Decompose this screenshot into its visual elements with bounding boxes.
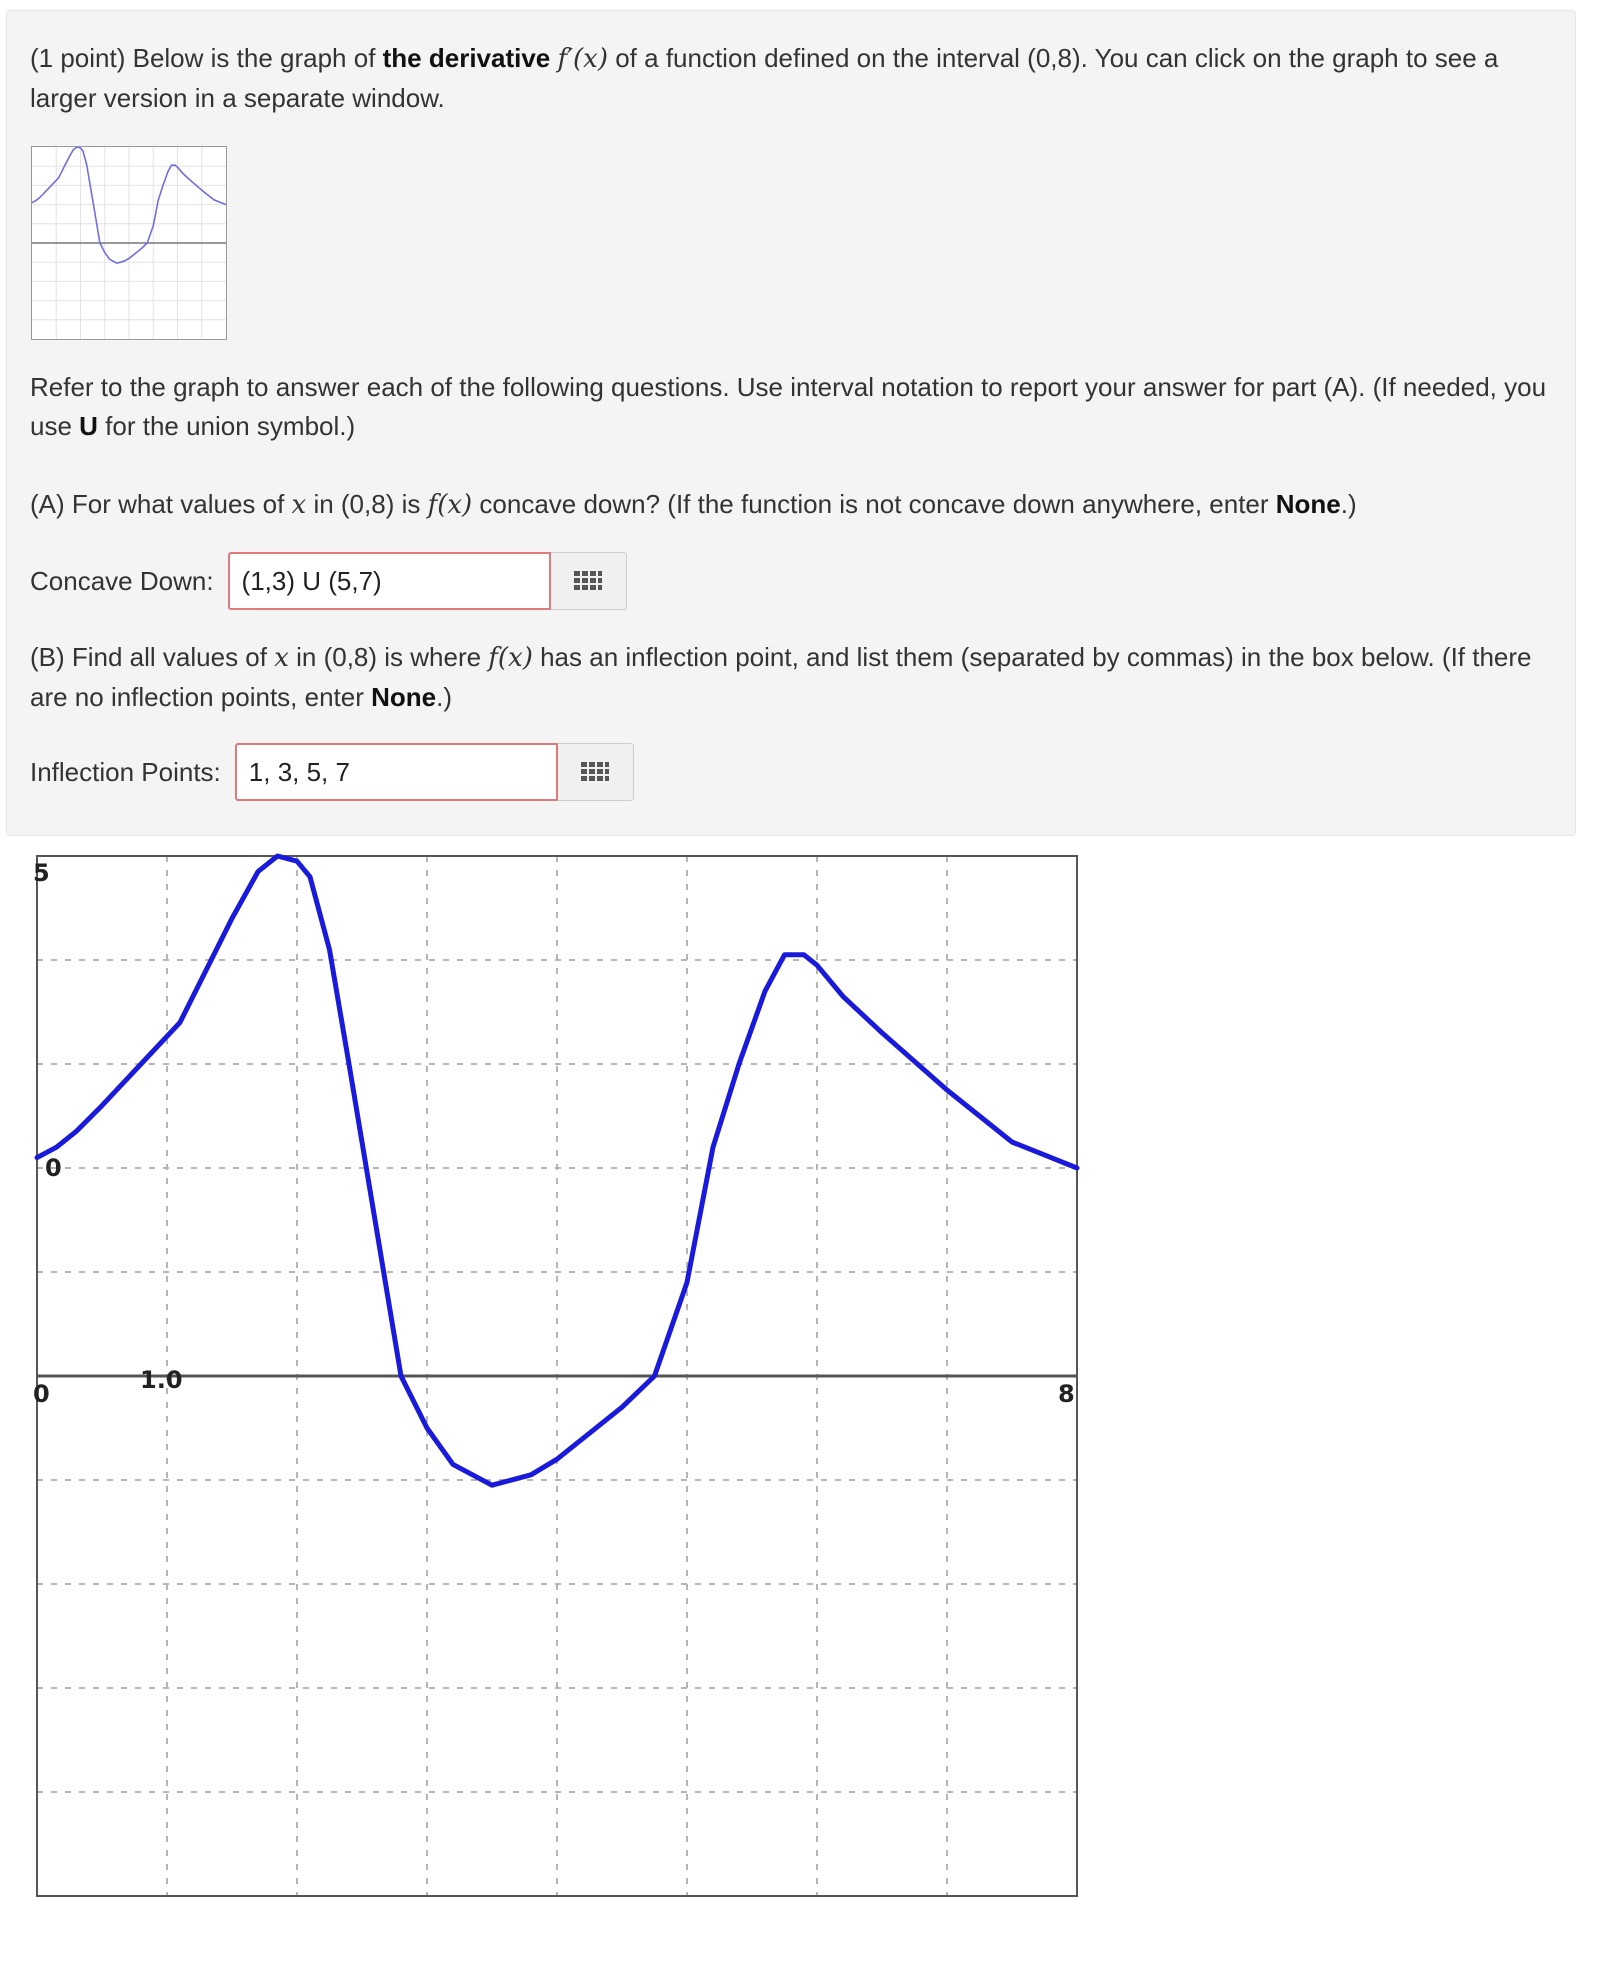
problem-intro — [30, 39, 1555, 118]
part-a-text-1: (A) For what values of — [30, 489, 292, 519]
x-origin-label: 0 — [33, 1380, 50, 1408]
part-b-question — [30, 638, 1555, 717]
instructions-text: Refer to the graph to answer each of the following questions. Use interval notation to report your answer for part (A). (If needed, you use — [30, 372, 1547, 441]
concave-down-label: Concave Down: — [30, 565, 214, 596]
part-b-var: x — [274, 643, 289, 673]
instructions-suffix: for the union symbol.) — [97, 411, 356, 441]
part-a-text-3: concave down? (If the function is not concave down anywhere, enter — [472, 489, 1276, 519]
inflection-points-row — [30, 743, 634, 801]
concave-down-row — [30, 552, 627, 610]
graph-thumbnail-link[interactable] — [31, 146, 227, 340]
problem-panel — [6, 10, 1576, 836]
part-a-question — [30, 485, 1555, 525]
concave-down-input[interactable] — [228, 552, 551, 610]
derivative-math: f′(x) — [557, 44, 608, 74]
part-a-text-2: in (0,8) is — [306, 489, 428, 519]
intro-bold: the derivative — [382, 43, 551, 73]
y-zero-label: 0 — [45, 1154, 62, 1182]
part-b-text-1: (B) Find all values of — [30, 642, 275, 672]
graph-thumbnail[interactable] — [32, 147, 226, 339]
grid-icon — [573, 570, 603, 592]
part-a-fx: f(x) — [427, 490, 473, 520]
instructions — [30, 368, 1555, 446]
part-b-text-4: .) — [436, 682, 452, 712]
inflection-points-input[interactable] — [235, 743, 558, 801]
equation-palette-button-b[interactable] — [558, 743, 634, 801]
part-a-none: None — [1275, 489, 1341, 519]
inflection-points-label: Inflection Points: — [30, 756, 221, 787]
part-b-none: None — [371, 682, 437, 712]
equation-palette-button-a[interactable] — [551, 552, 627, 610]
concave-down-value: (1,3) U (5,7) — [241, 565, 382, 596]
part-b-text-2: in (0,8) is where — [288, 642, 489, 672]
x-end-label: 8 — [1058, 1380, 1075, 1408]
grid-icon — [580, 761, 610, 783]
part-b-fx: f(x) — [488, 643, 533, 673]
derivative-graph-large — [0, 846, 1110, 1906]
intro-suffix: of a function defined on the interval (0,8). You can click on the graph to see a larger version in a separate window. — [30, 43, 1499, 113]
derivative-graph-svg — [0, 846, 1110, 1906]
x-tick-label: 1.0 — [140, 1366, 183, 1394]
y-top-label: 5 — [33, 859, 50, 887]
part-a-var: x — [291, 490, 307, 520]
inflection-points-value: 1, 3, 5, 7 — [248, 756, 350, 787]
union-symbol: U — [79, 411, 98, 441]
part-a-text-4: .) — [1340, 489, 1357, 519]
part-b-text-3: has an inflection point, and list them (separated by commas) in the box below. (If there are no inflection points, enter — [30, 642, 1532, 712]
intro-text: (1 point) Below is the graph of — [30, 43, 383, 73]
